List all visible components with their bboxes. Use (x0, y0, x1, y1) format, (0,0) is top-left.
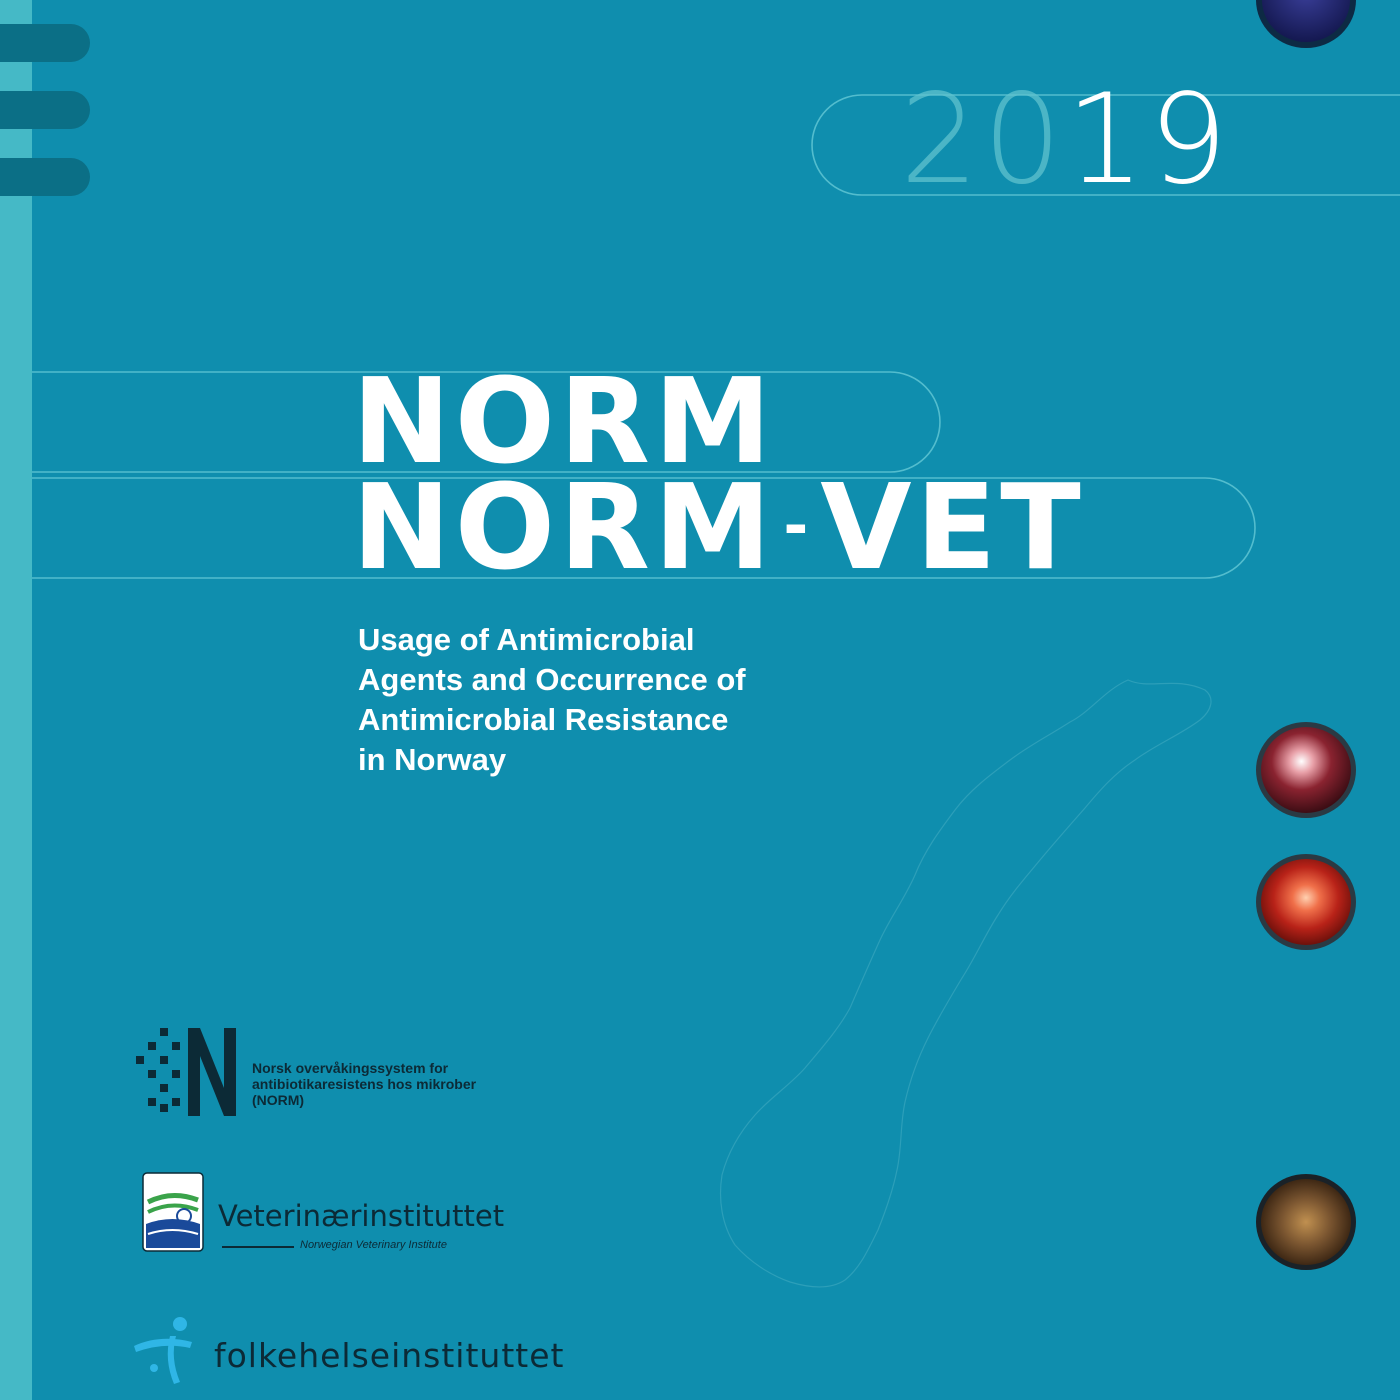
norm-description (252, 1060, 552, 1108)
report-year (900, 68, 1232, 212)
title-norm: NORM (352, 352, 776, 490)
veterinary-institute-logo-icon (142, 1172, 204, 1252)
title-norm-part: NORM (352, 458, 776, 596)
norm-line: antibiotikaresistens hos mikrober (252, 1076, 477, 1092)
norm-line: (NORM) (252, 1092, 305, 1108)
title-dash: - (783, 491, 813, 561)
subtitle-line: Agents and Occurrence of (358, 662, 746, 697)
veterinary-divider (222, 1246, 294, 1248)
subtitle-line: in Norway (358, 742, 507, 777)
title-norm-vet (352, 458, 1085, 596)
year-tail-digits: 19 (1065, 68, 1232, 212)
petri-dish-orange-icon (1254, 852, 1358, 952)
subtitle-line: Antimicrobial Resistance (358, 702, 729, 737)
petri-dish-blue-icon (1254, 0, 1358, 50)
norm-logo-icon (132, 1026, 242, 1118)
fhi-name: folkehelseinstituttet (214, 1336, 565, 1375)
norm-line: Norsk overvåkingssystem for (252, 1060, 449, 1076)
year-lead-digits: 20 (900, 68, 1066, 212)
subtitle-line: Usage of Antimicrobial (358, 622, 695, 657)
report-subtitle (358, 620, 878, 780)
veterinary-institute-english: Norwegian Veterinary Institute (300, 1239, 447, 1251)
petri-dish-brown-icon (1254, 1172, 1358, 1272)
title-vet-part: VET (820, 458, 1085, 596)
petri-dish-red-icon (1254, 720, 1358, 820)
fhi-logo-icon (130, 1316, 212, 1386)
veterinary-institute-name: Veterinærinstituttet (218, 1199, 505, 1233)
